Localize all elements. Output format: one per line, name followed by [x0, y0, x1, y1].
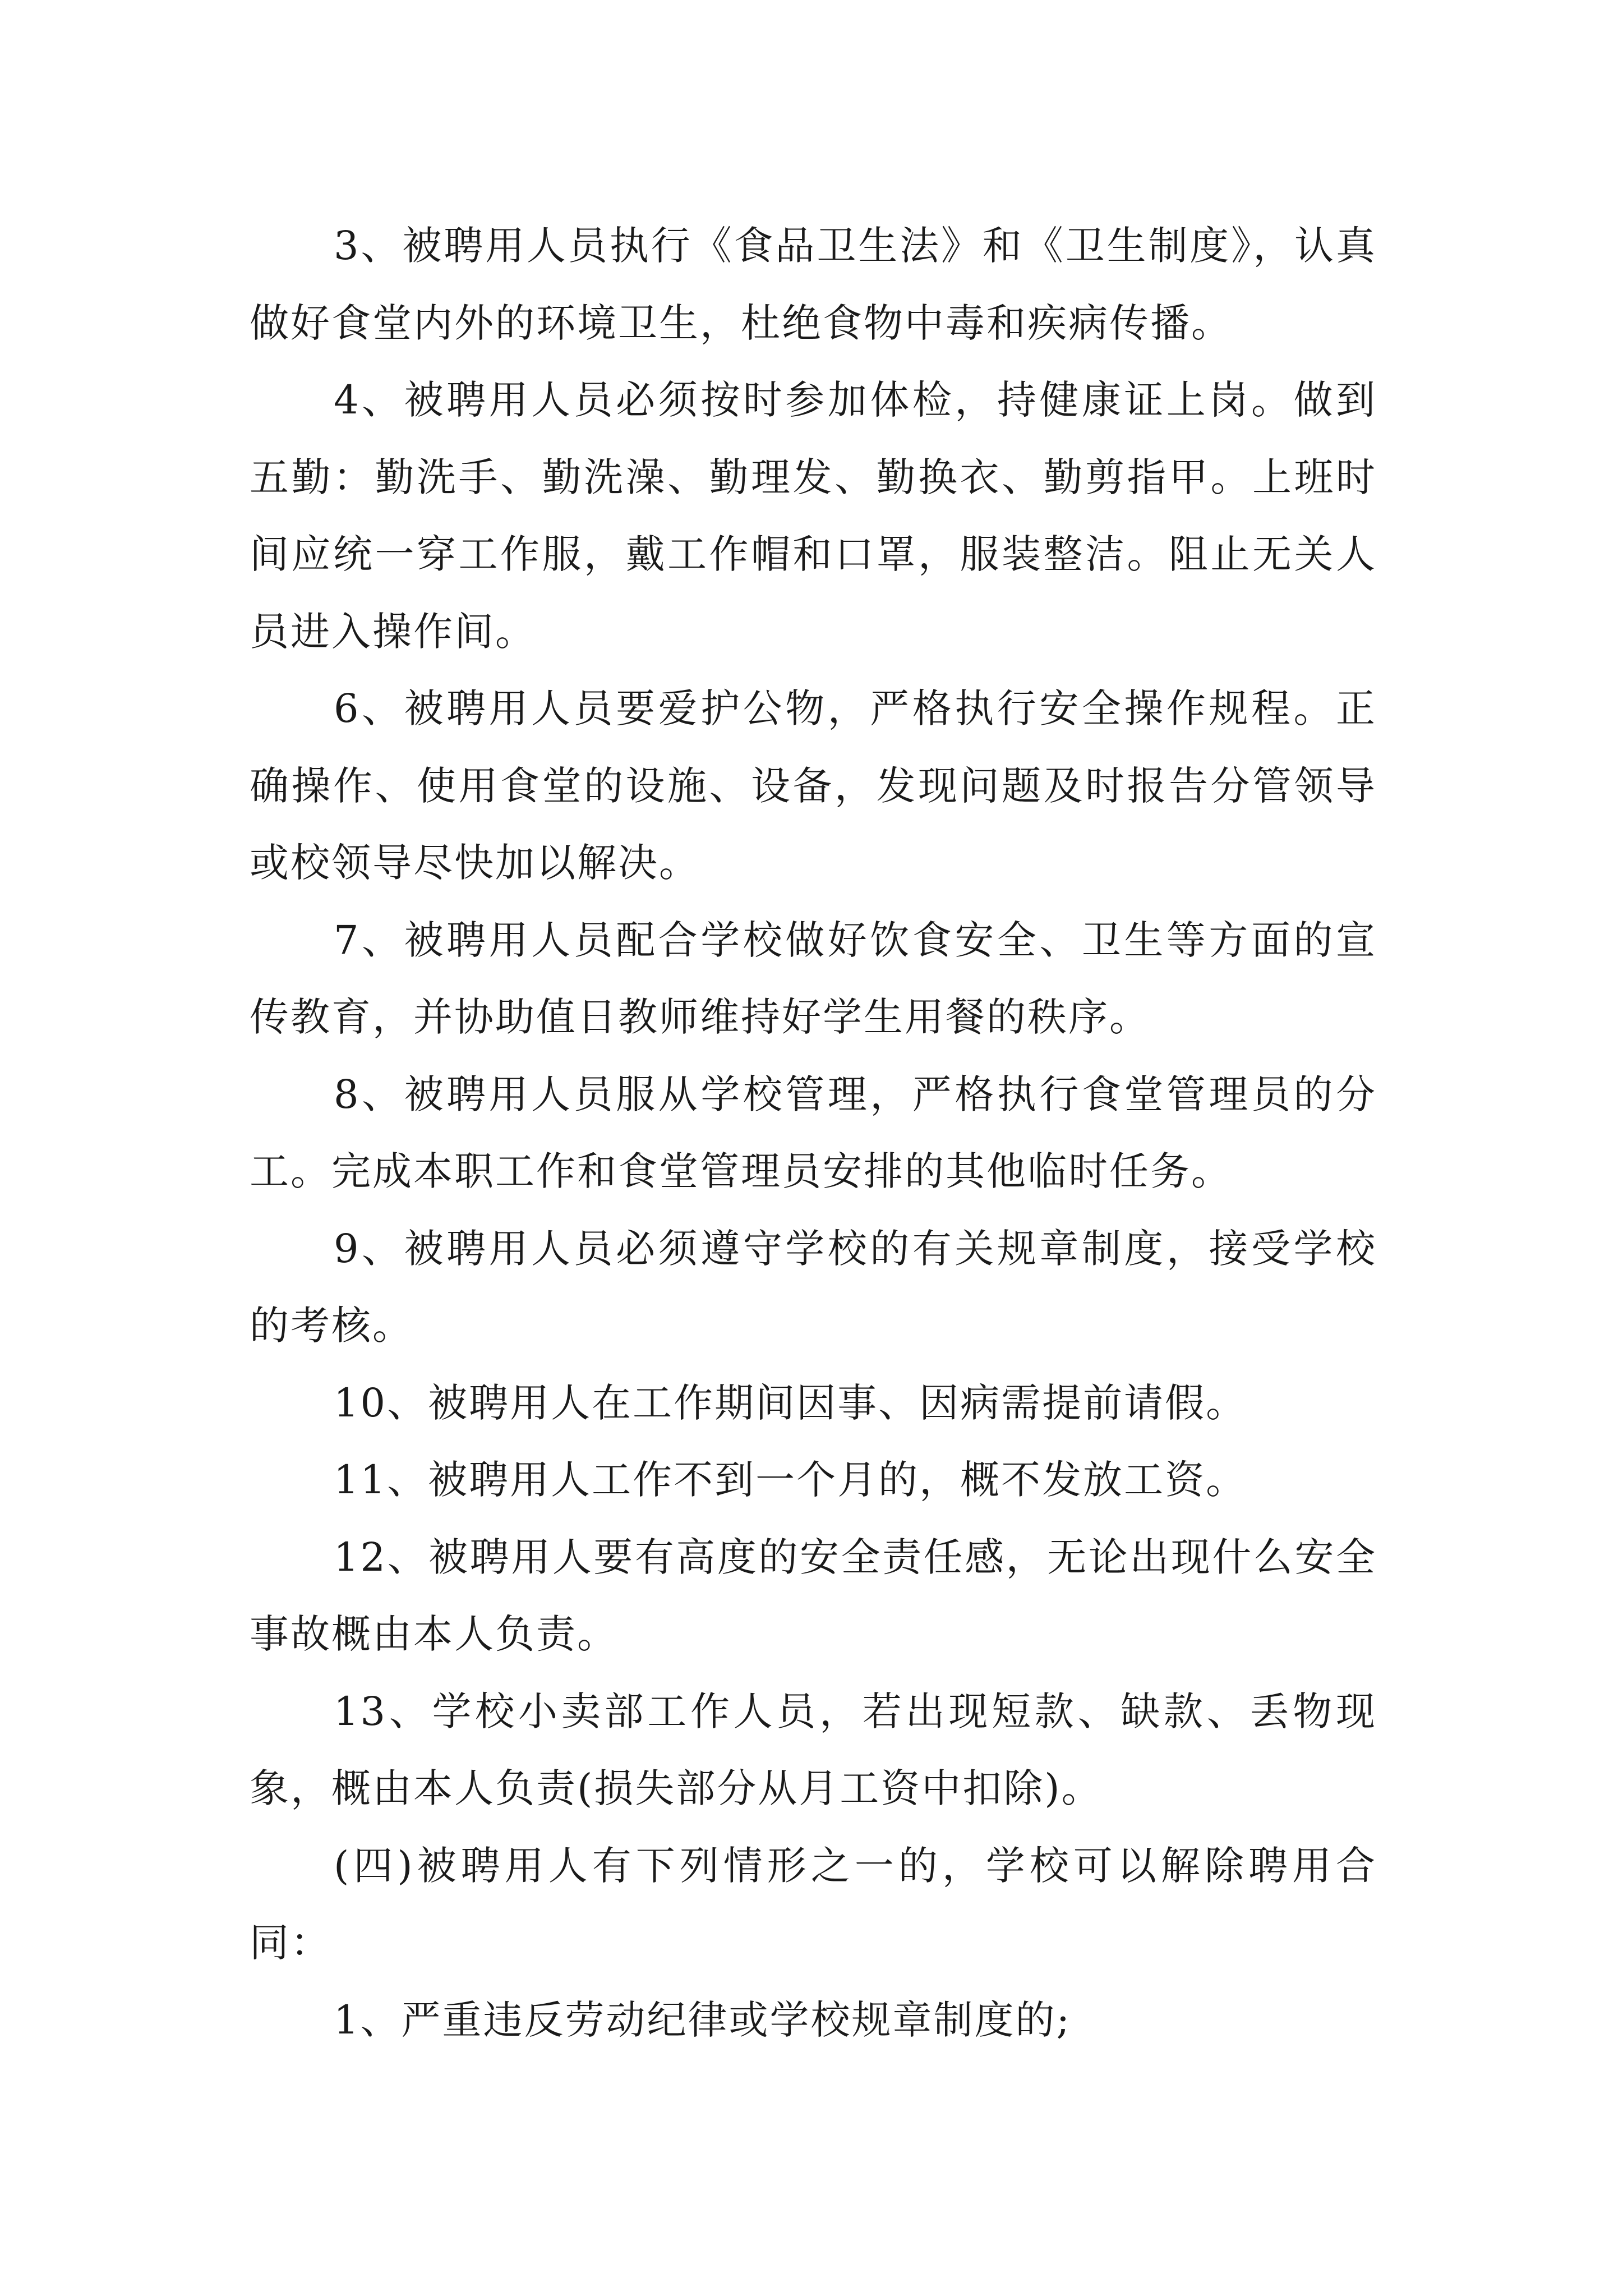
- paragraph-item-8: 8、被聘用人员服从学校管理，严格执行食堂管理员的分工。完成本职工作和食堂管理员安排的其他临时任务。: [250, 1071, 1377, 1194]
- document-body: [250, 208, 1377, 2059]
- paragraph-item-6: 6、被聘用人员要爱护公物，严格执行安全操作规程。正确操作、使用食堂的设施、设备，发现问题及时报告分管领导或校领导尽快加以解决。: [250, 685, 1377, 886]
- paragraph-item-12: 12、被聘用人要有高度的安全责任感，无论出现什么安全事故概由本人负责。: [250, 1534, 1377, 1657]
- paragraph-item-9: 9、被聘用人员必须遵守学校的有关规章制度，接受学校的考核。: [250, 1225, 1377, 1349]
- paragraph-item-3: 3、被聘用人员执行《食品卫生法》和《卫生制度》，认真做好食堂内外的环境卫生，杜绝食物中毒和疾病传播。: [250, 223, 1377, 346]
- paragraph-termination-item-1: 1、严重违反劳动纪律或学校规章制度的;: [334, 1996, 1072, 2043]
- paragraph-item-7: 7、被聘用人员配合学校做好饮食安全、卫生等方面的宣传教育，并协助值日教师维持好学生用餐的秩序。: [250, 917, 1377, 1040]
- paragraph-item-13: 13、学校小卖部工作人员，若出现短款、缺款、丢物现象，概由本人负责(损失部分从月工资中扣除)。: [250, 1688, 1377, 1811]
- paragraph-item-11: 11、被聘用人工作不到一个月的，概不发放工资。: [334, 1457, 1247, 1503]
- paragraph-item-4: 4、被聘用人员必须按时参加体检，持健康证上岗。做到五勤：勤洗手、勤洗澡、勤理发、勤换衣、勤剪指甲。上班时间应统一穿工作服，戴工作帽和口罩，服装整洁。阻止无关人员进入操作间。: [250, 377, 1377, 655]
- section-heading-termination: (四)被聘用人有下列情形之一的，学校可以解除聘用合同：: [250, 1842, 1377, 1966]
- paragraph-item-10: 10、被聘用人在工作期间因事、因病需提前请假。: [334, 1379, 1247, 1426]
